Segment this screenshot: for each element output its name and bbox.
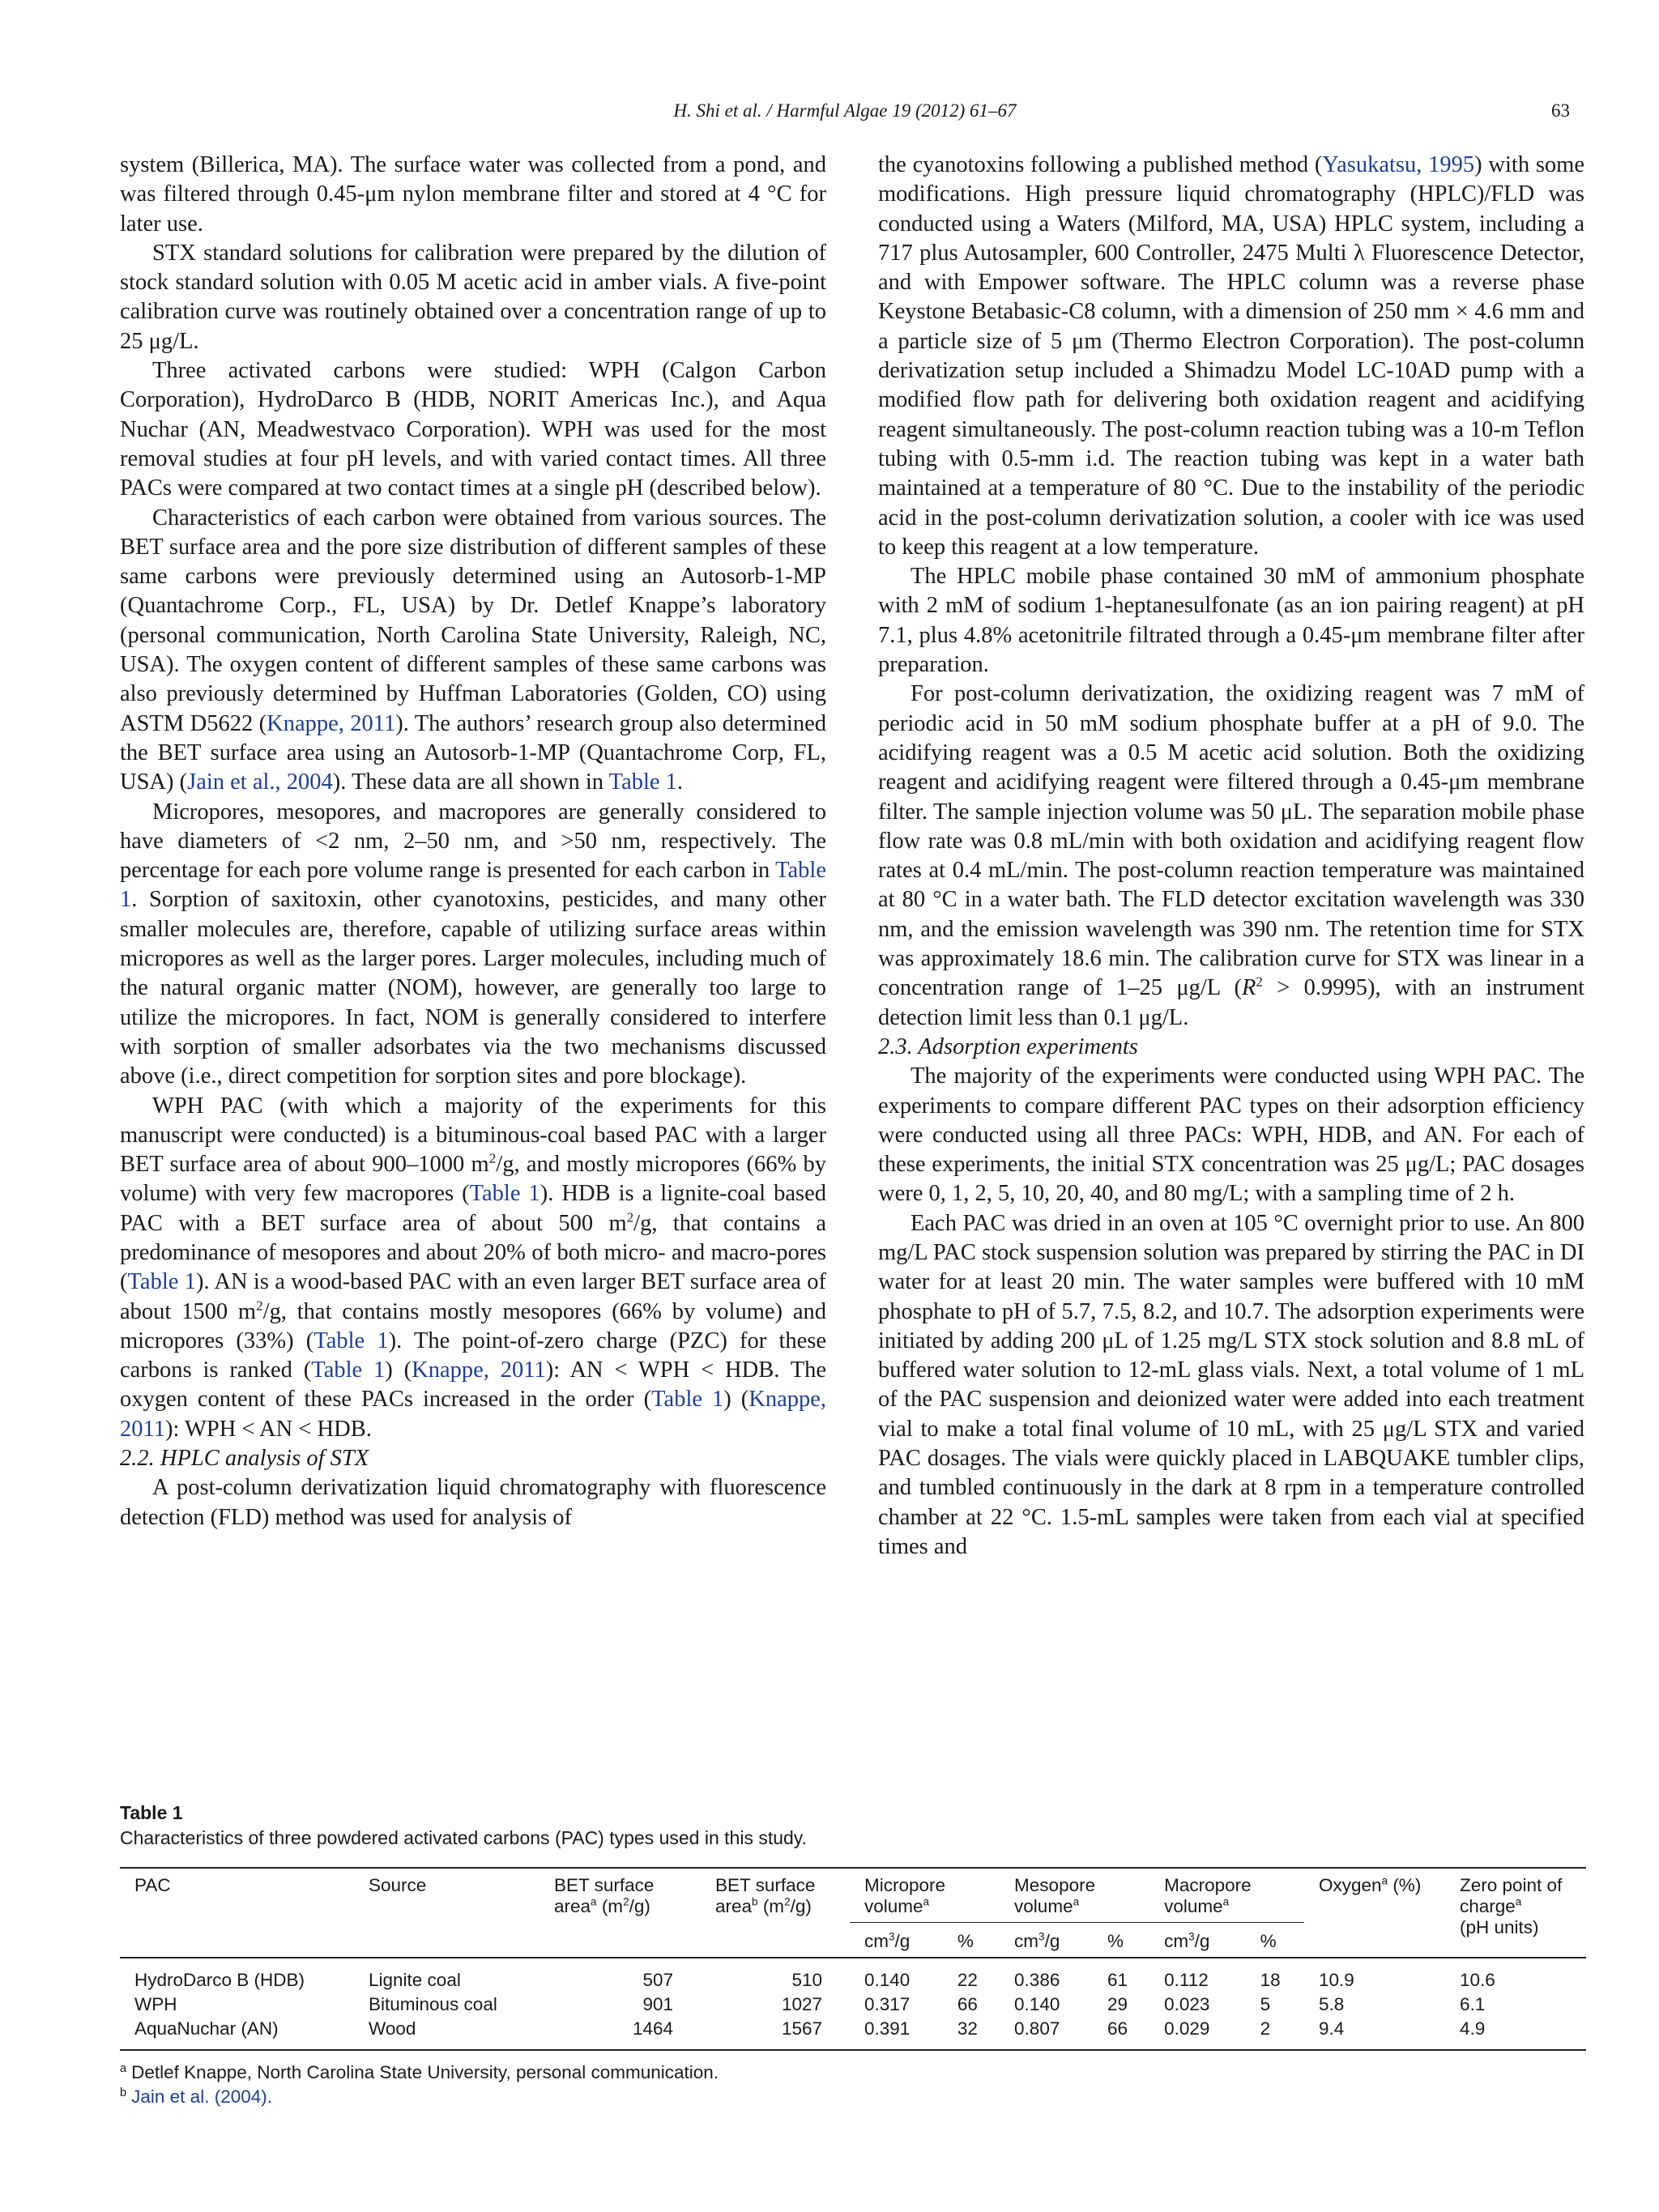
table-link[interactable]: Table 1: [120, 858, 826, 913]
unit-header: $cm^3/g$: [1149, 1923, 1246, 1958]
unit-header: %: [1246, 1923, 1304, 1958]
table-row: HydroDarco B (HDB) Lignite coal 507 510 0.140 22 0.386 61 0.112 18 10.9 10.6: [120, 1958, 1586, 1993]
paragraph: Micropores, mesopores, and macropores are generally considered to have diameters of <2 nm, 2–50 nm, and >50 nm, respectively. The percentage for each pore volume range is presented for each carbon in Table 1. Sorption of saxitoxin, other cyanotoxins, pesticides, and many other smaller molecules are, therefore, capable of utilizing surface areas within micropores as well as the larger pores. Larger molecules, including much of the natural organic matter (NOM), however, are generally too large to utilize the micropores. In fact, NOM is generally considered to interfere with sorption of smaller adsorbates via the two mechanisms discussed above (i.e., direct competition for sorption sites and pore blockage).: [120, 799, 826, 1089]
citation-link[interactable]: Knappe, 2011: [267, 710, 396, 736]
col-header: Source: [354, 1868, 539, 1958]
paragraph: The majority of the experiments were conducted using WPH PAC. The experiments to compare different PAC types on their adsorption efficiency were conducted using all three PACs: WPH, HDB, and AN. For each of these experiments, the initial STX concentration was 25 μg/L; PAC dosages were 0, 1, 2, 5, 10, 20, 40, and 80 mg/L; with a sampling time of 2 h.: [878, 1063, 1584, 1207]
table-row: WPH Bituminous coal 901 1027 0.317 66 0.140 29 0.023 5 5.8 6.1: [134, 1994, 1486, 2014]
left-column: [120, 151, 826, 1532]
table-link[interactable]: Table 1: [651, 1387, 724, 1413]
paragraph: The HPLC mobile phase contained 30 mM of ammonium phosphate with 2 mM of sodium 1-heptanesulfonate (as an ion pairing reagent) at pH 7.1, plus 4.8% acetonitrile filtrated through a 0.45-μm membrane filter after preparation.: [878, 564, 1584, 678]
paragraph: STX standard solutions for calibration were prepared by the dilution of stock standard solution with 0.05 M acetic acid in amber vials. A five-point calibration curve was routinely obtained over a concentration range of up to 25 μg/L.: [120, 240, 826, 354]
col-header: PAC: [120, 1868, 354, 1958]
col-header: Mesopore volume$^a$: [1000, 1868, 1149, 1923]
paragraph: Characteristics of each carbon were obtained from various sources. The BET surface area and the pore size distribution of different samples of these same carbons were previously determined using an Autosorb-1-MP (Quantachrome Corp., FL, USA) by Dr. Detlef Knappe’s laboratory (personal communication, North Carolina State University, Raleigh, NC, USA). The oxygen content of different samples of these same carbons was also previously determined by Huffman Laboratories (Golden, CO) using ASTM D5622 (Knappe, 2011). The authors’ research group also determined the BET surface area using an Autosorb-1-MP (Quantachrome Corp, FL, USA) (Jain et al., 2004). These data are all shown in Table 1.: [120, 505, 826, 795]
table-1: [120, 1802, 1586, 2109]
col-header: Micropore volume$^a$: [850, 1868, 1000, 1923]
col-header: Macropore volume$^a$: [1149, 1868, 1304, 1923]
table-link[interactable]: Table 1: [127, 1269, 196, 1295]
paragraph: WPH PAC (with which a majority of the experiments for this manuscript were conducted) is a bituminous-coal based PAC with a larger BET surface area of about 900–1000 $m^2/g$, and mostly micropores (66% by volume) with very few macropores (Table 1). HDB is a lignite-coal based PAC with a BET surface area of about 500 $m^2/g$, that contains a predominance of mesopores and about 20% of both micro- and macro-pores (Table 1). AN is a wood-based PAC with an even larger BET surface area of about 1500 $m^2/g$, that contains mostly mesopores (66% by volume) and micropores (33%) (Table 1). The point-of-zero charge (PZC) for these carbons is ranked (Table 1) (Knappe, 2011): AN < WPH < HDB. The oxygen content of these PACs increased in the order (Table 1) (Knappe, 2011): WPH < AN < HDB.: [120, 1093, 827, 1442]
table-link[interactable]: Table 1: [608, 769, 677, 795]
paragraph: A post-column derivatization liquid chromatography with fluorescence detection (FLD) method was used for analysis of: [120, 1475, 826, 1530]
table-row: AquaNuchar (AN) Wood 1464 1567 0.391 32 0.807 66 0.029 2 9.4 4.9: [120, 2017, 1586, 2050]
citation-link[interactable]: Knappe, 2011: [120, 1387, 827, 1442]
unit-header: %: [1093, 1923, 1149, 1958]
section-heading: 2.2. HPLC analysis of STX: [120, 1446, 369, 1472]
footnote-a: $^a$ Detlef Knappe, North Carolina State University, personal communication.: [120, 2061, 719, 2082]
unit-header: $cm^3/g$: [1000, 1923, 1093, 1958]
paragraph: Three activated carbons were studied: WPH (Calgon Carbon Corporation), HydroDarco B (HDB, NORIT Americas Inc.), and Aqua Nuchar (AN, Meadwestvaco Corporation). WPH was used for the most removal studies at four pH levels, and with varied contact times. All three PACs were compared at two contact times at a single pH (described below).: [120, 358, 826, 501]
table-link[interactable]: Table 1: [469, 1181, 540, 1207]
table-link[interactable]: Table 1: [311, 1357, 386, 1383]
running-header: [120, 100, 1570, 125]
citation-link[interactable]: Knappe, 2011: [412, 1357, 546, 1383]
citation-link[interactable]: Jain et al., 2004: [187, 769, 333, 795]
table-footnotes: [120, 2061, 1586, 2109]
paragraph: system (Billerica, MA). The surface water was collected from a pond, and was filtered through 0.45-μm nylon membrane filter and stored at 4 °C for later use.: [120, 152, 826, 237]
paragraph: For post-column derivatization, the oxidizing reagent was 7 mM of periodic acid in 50 mM sodium phosphate buffer at a pH of 9.0. The acidifying reagent was a 0.5 M acetic acid solution. Both the oxidizing reagent and acidifying reagent were filtered through a 0.45-μm membrane filter. The sample injection volume was 50 μL. The separation mobile phase flow rate was 0.8 mL/min with both oxidation and acidifying reagent flow rates at 0.4 mL/min. The post-column reaction temperature was maintained at 80 °C in a water bath. The FLD detector excitation wavelength was 330 nm, and the emission wavelength was 390 nm. The retention time for STX was approximately 18.6 min. The calibration curve for STX was linear in a concentration range of 1–25 μg/L $(R^2 > 0.9995)$, with an instrument detection limit less than 0.1 μg/L.: [878, 681, 1584, 1030]
footnote-b: $^b$ Jain et al. (2004).: [120, 2086, 272, 2107]
citation-link[interactable]: Jain et al. (2004).: [131, 2086, 272, 2107]
table-label: Table 1: [120, 1802, 183, 1823]
col-header: BET surface area$^b$ $(m^2/g)$: [701, 1868, 850, 1958]
col-header: BET surface area$^a$ $(m^2/g)$: [539, 1868, 701, 1958]
pac-table: [120, 1867, 1586, 2051]
table-link[interactable]: Table 1: [313, 1328, 389, 1353]
right-column: [878, 151, 1584, 1562]
citation-link[interactable]: Yasukatsu, 1995: [1322, 152, 1475, 177]
unit-header: $cm^3/g$: [850, 1923, 943, 1958]
paragraph: Each PAC was dried in an oven at 105 °C overnight prior to use. An 800 mg/L PAC stock suspension solution was prepared by stirring the PAC in DI water for at least 20 min. The water samples were buffered with 10 mM phosphate to pH of 5.7, 7.5, 8.2, and 10.7. The adsorption experiments were initiated by adding 200 μL of 1.25 mg/L STX stock solution and 8.8 mL of buffered water solution to 12-mL glass vials. Next, a total volume of 1 mL of the PAC suspension and deionized water were added into each treatment vial to make a total final volume of 10 mL, with 25 μg/L STX and varied PAC dosages. The vials were quickly placed in LABQUAKE tumbler clips, and tumbled continuously in the dark at 8 rpm in a temperature controlled chamber at 22 °C. 1.5-mL samples were taken from each vial at specified times and: [878, 1210, 1584, 1559]
unit-header: %: [943, 1923, 1000, 1958]
col-header: Zero point of charge$^a$ (pH units): [1445, 1868, 1586, 1958]
section-heading: 2.3. Adsorption experiments: [878, 1034, 1138, 1059]
table-caption: Characteristics of three powdered activated carbons (PAC) types used in this study.: [120, 1827, 807, 1848]
paragraph: the cyanotoxins following a published method (Yasukatsu, 1995) with some modifications. High pressure liquid chromatography (HPLC)/FLD was conducted using a Waters (Milford, MA, USA) HPLC system, including a 717 plus Autosampler, 600 Controller, 2475 Multi λ Fluorescence Detector, and with Empower software. The HPLC column was a reverse phase Keystone Betabasic-C8 column, with a dimension of 250 mm × 4.6 mm and a particle size of 5 μm (Thermo Electron Corporation). The post-column derivatization setup included a Shimadzu Model LC-10AD pump with a modified flow path for delivering both oxidation reagent and acidifying reagent simultaneously. The post-column reaction tubing was a 10-m Teflon tubing with 0.5-mm i.d. The reaction tubing was kept in a water bath maintained at a temperature of 80 °C. Due to the instability of the periodic acid in the post-column derivatization solution, a cooler with ice was used to keep this reagent at a low temperature.: [878, 152, 1584, 560]
running-title: H. Shi et al. / Harmful Algae 19 (2012) 61–67: [673, 100, 1017, 121]
col-header: Oxygen$^a$ (%): [1304, 1868, 1445, 1958]
page-number: 63: [1551, 100, 1570, 121]
